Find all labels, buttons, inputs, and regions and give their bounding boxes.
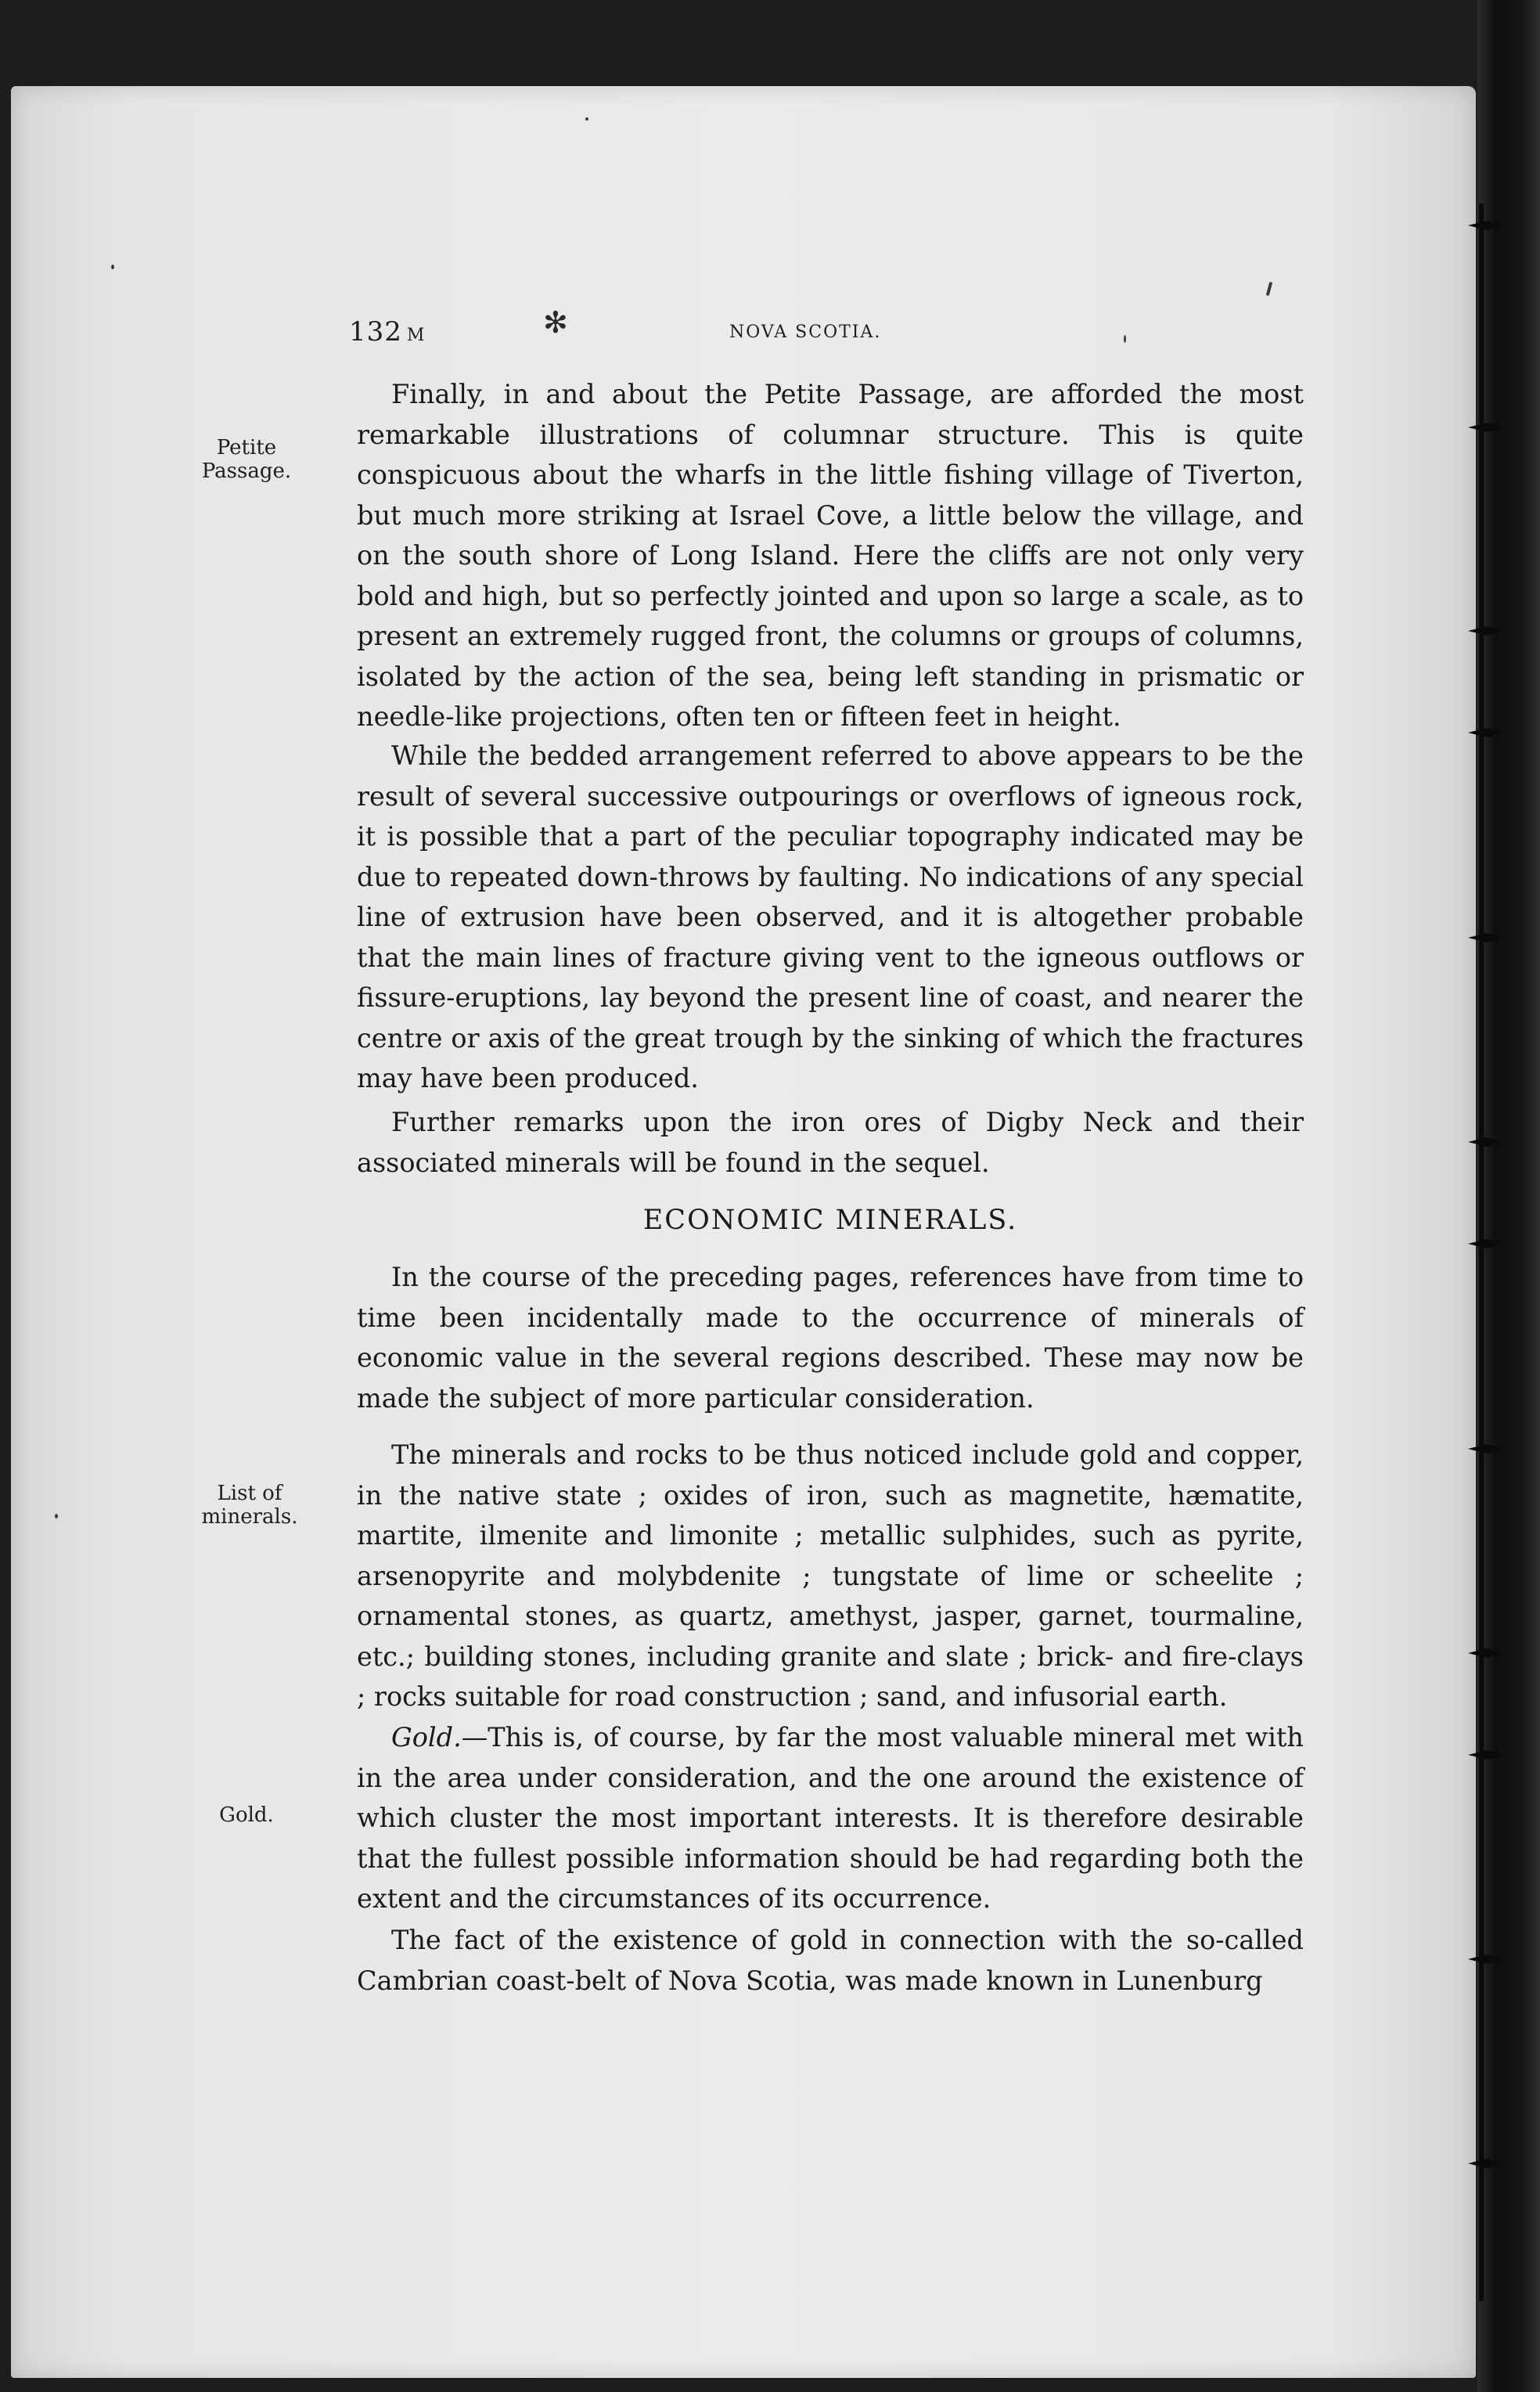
paragraph: The minerals and rocks to be thus noticed include gold and copper, in the native state ; oxides of iron, such as magnetite, hæmatite, martite, ilmenite and limonite ; metallic sulphides, such as pyrite, arsenopyrite and molybdenite ; tungstate of lime or scheelite ; ornamental stones, as quartz, amethyst, jasper, garnet, tourmaline, etc.; building stones, including granite and slate ; brick- and fire-clays ; rocks suitable for road construction ; sand, and infusorial earth. bbox=[357, 1439, 1304, 1712]
gold-lead-in: Gold.— bbox=[391, 1722, 488, 1753]
running-title: NOVA SCOTIA. bbox=[729, 322, 882, 342]
paragraph: The fact of the existence of gold in connection with the so-called Cambrian coast-belt of Nova Scotia, was made known in Lunenburg bbox=[357, 1925, 1304, 1996]
paper-speck bbox=[111, 265, 114, 269]
paragraph: Further remarks upon the iron ores of Digby Neck and their associated minerals will be found in the sequel. bbox=[357, 1107, 1304, 1178]
page-number: 132 M bbox=[349, 316, 426, 348]
paper-speck bbox=[55, 1514, 58, 1518]
page-header bbox=[349, 305, 1351, 355]
paper-speck bbox=[585, 117, 588, 121]
book-binding-edge bbox=[1477, 0, 1540, 2392]
margin-note-gold: Gold. bbox=[219, 1803, 274, 1827]
binding-thread-line bbox=[1479, 204, 1484, 2301]
paragraph: Finally, in and about the Petite Passage, are afforded the most remarkable illustrations of columnar structure. This is quite conspicuous about the wharfs in the little fishing village of Tiverton, but much more striking at Israel Cove, a little below the village, and on the south shore of Long Island. Here the cliffs are not only very bold and high, but so perfectly jointed and upon so large a scale, as to present an extremely rugged front, the columns or groups of columns, isolated by the action of the sea, being left standing in prismatic or needle-like projections, often ten or fifteen feet in height. bbox=[357, 379, 1304, 732]
paragraph: While the bedded arrangement referred to above appears to be the result of several successive outpourings or overflows of igneous rock, it is possible that a part of the peculiar topography indicated may be due to repeated down-throws by faulting. No indications of any special line of extrusion have been observed, and it is altogether probable that the main lines of fracture giving vent to the igneous outflows or fissure-eruptions, lay beyond the present line of coast, and nearer the centre or axis of the great trough by the sinking of which the fractures may have been produced. bbox=[357, 740, 1304, 1093]
paragraph: Gold.—This is, of course, by far the most valuable mineral met with in the area under consideration, and the one around the existence of which cluster the most important interests. It is therefore desirable that the fullest possible information should be had regarding both the extent and the circumstances of its occurrence. bbox=[357, 1722, 1304, 1914]
margin-note-list-of-minerals: List of minerals. bbox=[201, 1482, 298, 1529]
printer-ornament-icon: ✻ bbox=[543, 305, 568, 340]
paragraph: In the course of the preceding pages, references have from time to time been incidentally made to the occurrence of minerals of economic value in the several regions described. These may now be made the subject of more particular consideration. bbox=[357, 1262, 1304, 1414]
margin-note-petite-passage: Petite Passage. bbox=[201, 436, 292, 483]
section-heading: ECONOMIC MINERALS. bbox=[642, 1205, 1018, 1236]
